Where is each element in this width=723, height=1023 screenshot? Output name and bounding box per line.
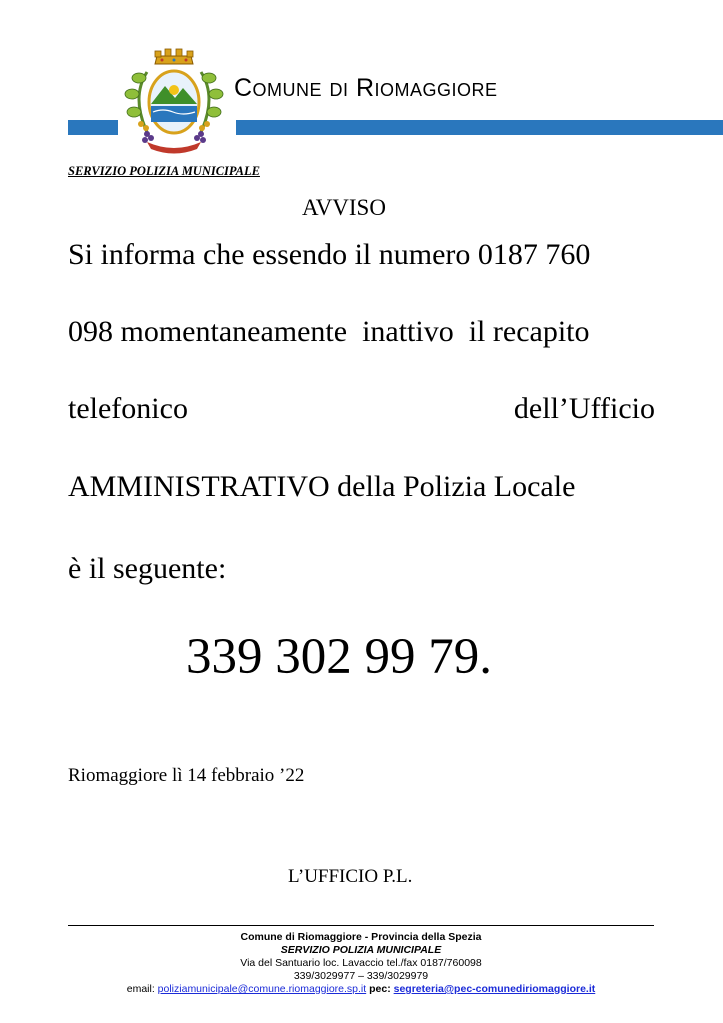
notice-line-5: è il seguente: (68, 552, 227, 585)
notice-line-3-right: dell’Ufficio (513, 392, 655, 425)
notice-line-4: AMMINISTRATIVO della Polizia Locale (68, 470, 576, 503)
email-label: email: (126, 983, 155, 995)
header-accent-bar-right (236, 120, 723, 135)
notice-line-2: 098 momentaneamente inattivo il recapito (68, 315, 590, 348)
coat-of-arms-logo (117, 42, 231, 154)
shield-icon (149, 71, 199, 133)
pec-label: pec: (369, 983, 391, 995)
ribbon-icon (147, 142, 201, 154)
notice-line-1: Si informa che essendo il numero 0187 760 (68, 238, 591, 271)
footer (68, 931, 654, 996)
footer-address: Via del Santuario loc. Lavaccio tel./fax 0187/760098 (240, 957, 482, 969)
phone-number: 339 302 99 79. (186, 629, 492, 685)
crown-icon (155, 49, 193, 64)
footer-divider (68, 925, 654, 926)
notice-line-3-left: telefonico (68, 392, 188, 425)
footer-municipality: Comune di Riomaggiore - Provincia della Spezia (240, 931, 482, 943)
footer-service: SERVIZIO POLIZIA MUNICIPALE (280, 944, 442, 956)
signature: L’UFFICIO P.L. (288, 866, 413, 887)
pec-link[interactable]: segreteria@pec-comunediriomaggiore.it (393, 983, 596, 995)
header-accent-bar-left (68, 120, 118, 135)
footer-phones: 339/3029977 – 339/3029979 (293, 970, 429, 982)
municipality-title: Comune di Riomaggiore (234, 74, 498, 102)
service-label: SERVIZIO POLIZIA MUNICIPALE (68, 164, 260, 178)
footer-contacts (68, 983, 654, 996)
notice-heading: AVVISO (302, 195, 386, 220)
notice-date: Riomaggiore lì 14 febbraio ’22 (68, 765, 305, 786)
email-link[interactable]: poliziamunicipale@comune.riomaggiore.sp.it (157, 983, 367, 995)
